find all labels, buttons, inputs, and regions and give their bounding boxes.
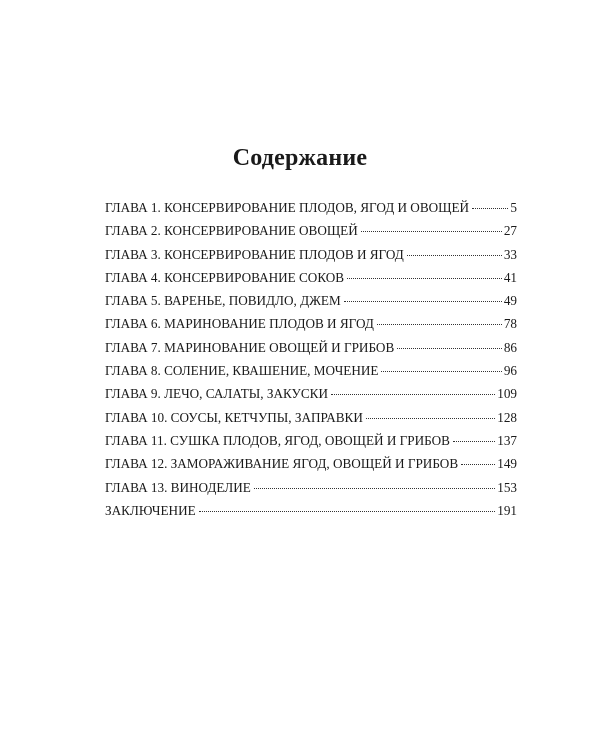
dot-leader bbox=[397, 348, 502, 349]
dot-leader bbox=[344, 301, 502, 302]
toc-entry-label: ГЛАВА 2. КОНСЕРВИРОВАНИЕ ОВОЩЕЙ bbox=[105, 223, 358, 239]
toc-entry-page: 33 bbox=[503, 246, 517, 262]
toc-entry bbox=[105, 196, 517, 219]
dot-leader bbox=[347, 278, 502, 279]
dot-leader bbox=[461, 464, 495, 465]
toc-entry-label: ГЛАВА 11. СУШКА ПЛОДОВ, ЯГОД, ОВОЩЕЙ И ГРИБОВ bbox=[105, 432, 450, 448]
toc-entry-page: 5 bbox=[510, 200, 517, 215]
dot-leader bbox=[361, 231, 502, 232]
toc-entry-page: 78 bbox=[503, 316, 517, 332]
toc-entry bbox=[105, 266, 517, 289]
toc-entry-page: 128 bbox=[497, 409, 517, 425]
toc-entry-label: ГЛАВА 4. КОНСЕРВИРОВАНИЕ СОКОВ bbox=[105, 269, 345, 285]
toc-entry-label: ГЛАВА 13. ВИНОДЕЛИЕ bbox=[105, 479, 251, 495]
toc-entry bbox=[105, 359, 517, 382]
toc-entry bbox=[105, 312, 517, 335]
toc-entry-page: 41 bbox=[503, 269, 517, 285]
dot-leader bbox=[472, 208, 508, 209]
toc-entry-label: ГЛАВА 3. КОНСЕРВИРОВАНИЕ ПЛОДОВ И ЯГОД bbox=[105, 246, 404, 262]
toc-entry-page: 49 bbox=[503, 293, 517, 309]
toc-entry-label: ГЛАВА 1. КОНСЕРВИРОВАНИЕ ПЛОДОВ, ЯГОД И ОВОЩЕЙ bbox=[105, 200, 470, 215]
toc-entry bbox=[105, 289, 517, 312]
toc-entry bbox=[105, 499, 517, 522]
dot-leader bbox=[254, 488, 495, 489]
toc-entry-page: 191 bbox=[497, 502, 517, 518]
toc-entry-label: ГЛАВА 7. МАРИНОВАНИЕ ОВОЩЕЙ И ГРИБОВ bbox=[105, 339, 395, 355]
toc-entry bbox=[105, 429, 517, 452]
toc-entry bbox=[105, 382, 517, 405]
dot-leader bbox=[366, 418, 495, 419]
dot-leader bbox=[453, 441, 495, 442]
dot-leader bbox=[407, 255, 502, 256]
toc-entry bbox=[105, 243, 517, 266]
toc-entry-page: 137 bbox=[497, 432, 517, 448]
toc-entry-label: ГЛАВА 5. ВАРЕНЬЕ, ПОВИДЛО, ДЖЕМ bbox=[105, 293, 341, 309]
toc-entry bbox=[105, 336, 517, 359]
toc-entry bbox=[105, 219, 517, 242]
toc-entry-label: ЗАКЛЮЧЕНИЕ bbox=[105, 502, 196, 518]
toc-entry-label: ГЛАВА 10. СОУСЫ, КЕТЧУПЫ, ЗАПРАВКИ bbox=[105, 409, 363, 425]
dot-leader bbox=[199, 511, 496, 512]
dot-leader bbox=[381, 371, 501, 372]
toc-entry-label: ГЛАВА 6. МАРИНОВАНИЕ ПЛОДОВ И ЯГОД bbox=[105, 316, 374, 332]
toc-entry bbox=[105, 476, 517, 499]
toc-entry-label: ГЛАВА 9. ЛЕЧО, САЛАТЫ, ЗАКУСКИ bbox=[105, 386, 328, 402]
toc-list bbox=[105, 196, 517, 522]
toc-entry bbox=[105, 452, 517, 475]
toc-entry-page: 27 bbox=[503, 223, 517, 239]
toc-entry-label: ГЛАВА 8. СОЛЕНИЕ, КВАШЕНИЕ, МОЧЕНИЕ bbox=[105, 363, 379, 379]
toc-entry bbox=[105, 406, 517, 429]
toc-title: Содержание bbox=[232, 145, 368, 171]
toc-entry-page: 153 bbox=[497, 479, 517, 495]
toc-entry-page: 149 bbox=[497, 456, 517, 472]
toc-entry-label: ГЛАВА 12. ЗАМОРАЖИВАНИЕ ЯГОД, ОВОЩЕЙ И ГРИБОВ bbox=[105, 456, 459, 472]
toc-entry-page: 109 bbox=[497, 386, 517, 402]
dot-leader bbox=[377, 324, 502, 325]
toc-entry-page: 86 bbox=[503, 339, 517, 355]
toc-entry-page: 96 bbox=[503, 363, 517, 379]
dot-leader bbox=[331, 394, 495, 395]
